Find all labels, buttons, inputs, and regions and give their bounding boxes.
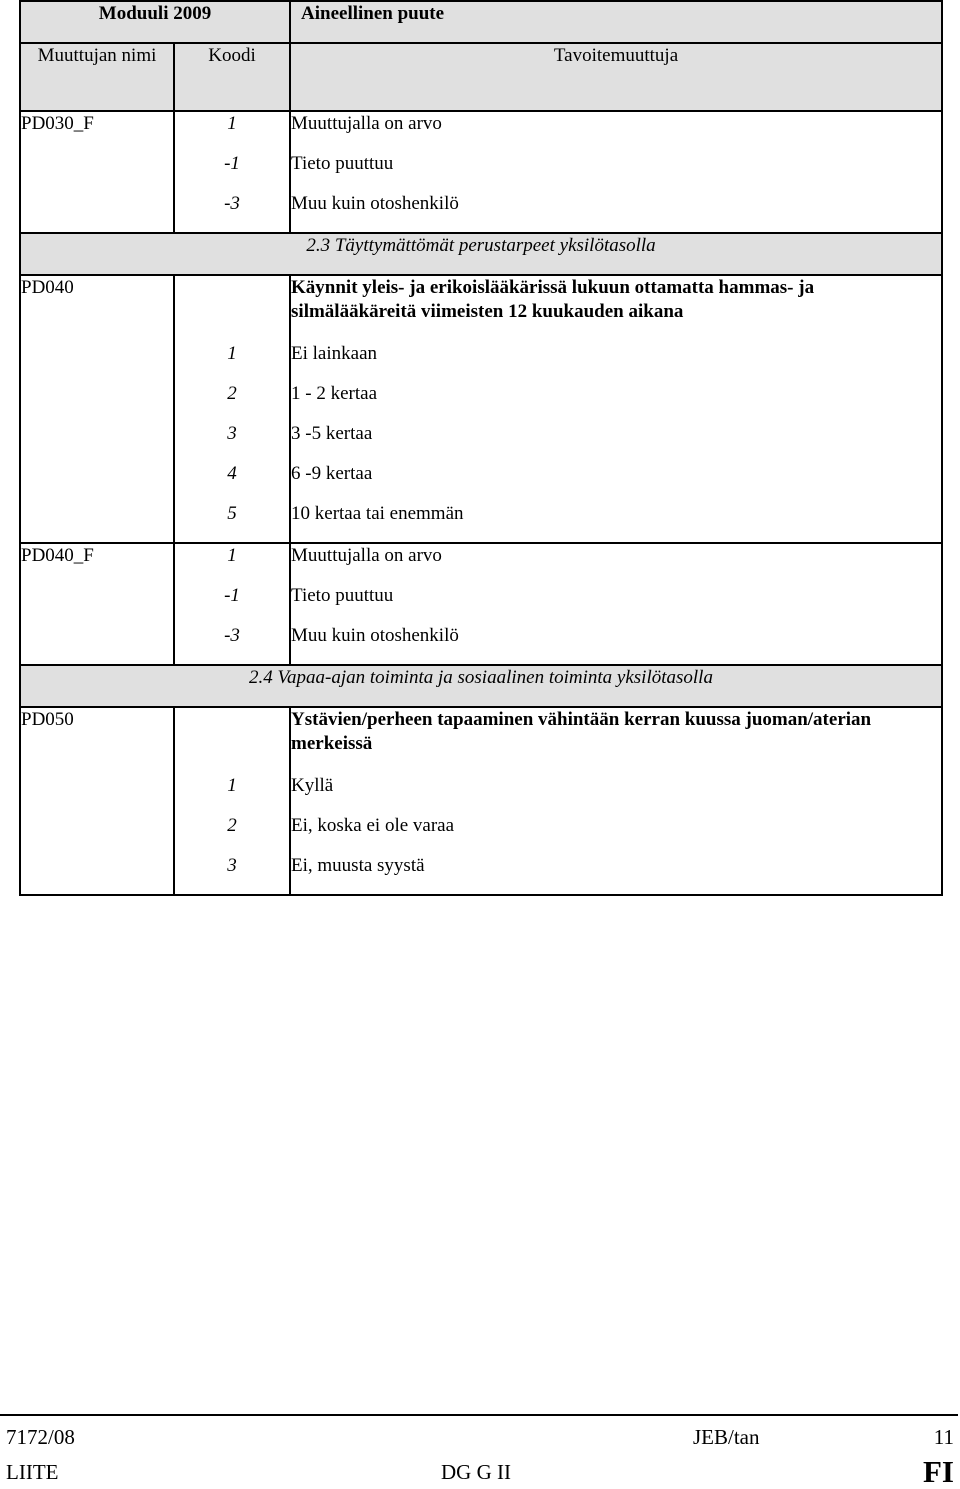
code-description: 6 -9 kertaa	[290, 462, 942, 502]
section-heading-2-4: 2.4 Vapaa-ajan toiminta ja sosiaalinen toiminta yksilötasolla	[20, 665, 942, 707]
code-description: Tieto puuttuu	[290, 152, 942, 192]
code: 4	[174, 462, 290, 502]
code-description: 3 -5 kertaa	[290, 422, 942, 462]
code-description: Muu kuin otoshenkilö	[290, 624, 942, 665]
code-description: Muu kuin otoshenkilö	[290, 192, 942, 233]
col-header-name: Muuttujan nimi	[20, 43, 174, 111]
code-description: Ei lainkaan	[290, 342, 942, 382]
footer-dg: DG G II	[441, 1460, 511, 1484]
code: 3	[174, 422, 290, 462]
footer-doc-number: 7172/08	[6, 1425, 75, 1449]
col-header-code: Koodi	[174, 43, 290, 111]
code-description: Tieto puuttuu	[290, 584, 942, 624]
code-description: Ei, koska ei ole varaa	[290, 814, 942, 854]
code: -3	[174, 624, 290, 665]
col-header-target: Tavoitemuuttuja	[290, 43, 942, 111]
code-description: Ei, muusta syystä	[290, 854, 942, 895]
variable-description-pd040: Käynnit yleis- ja erikoislääkärissä lukuun ottamatta hammas- ja silmälääkäreitä viimeisten 12 kuukauden aikana	[290, 275, 942, 342]
code: 2	[174, 382, 290, 422]
code-description: 10 kertaa tai enemmän	[290, 502, 942, 543]
code-description: Muuttujalla on arvo	[290, 543, 942, 584]
footer-page-number: 11	[933, 1425, 954, 1449]
variable-name-pd050: PD050	[20, 707, 174, 774]
code-description: Muuttujalla on arvo	[290, 111, 942, 152]
footer-language: FI	[923, 1454, 954, 1489]
code: 1	[174, 342, 290, 382]
footer-author: JEB/tan	[693, 1425, 760, 1449]
footer-annex: LIITE	[6, 1460, 59, 1484]
variable-name-pd040f: PD040_F	[20, 543, 174, 584]
code: 5	[174, 502, 290, 543]
code-description: Kyllä	[290, 774, 942, 814]
code: -1	[174, 584, 290, 624]
code: 2	[174, 814, 290, 854]
section-heading-2-3: 2.3 Täyttymättömät perustarpeet yksilötasolla	[20, 233, 942, 275]
code: 1	[174, 111, 290, 152]
code: 3	[174, 854, 290, 895]
variable-description-pd050: Ystävien/perheen tapaaminen vähintään kerran kuussa juoman/aterian merkeissä	[290, 707, 942, 774]
code: 1	[174, 774, 290, 814]
footer-divider	[0, 1414, 958, 1416]
section-title: Aineellinen puute	[290, 1, 942, 43]
code: -1	[174, 152, 290, 192]
variable-name-pd030f: PD030_F	[20, 111, 174, 152]
code: -3	[174, 192, 290, 233]
code-description: 1 - 2 kertaa	[290, 382, 942, 422]
module-title: Moduuli 2009	[20, 1, 290, 43]
code: 1	[174, 543, 290, 584]
variable-name-pd040: PD040	[20, 275, 174, 342]
variable-table	[19, 0, 943, 896]
